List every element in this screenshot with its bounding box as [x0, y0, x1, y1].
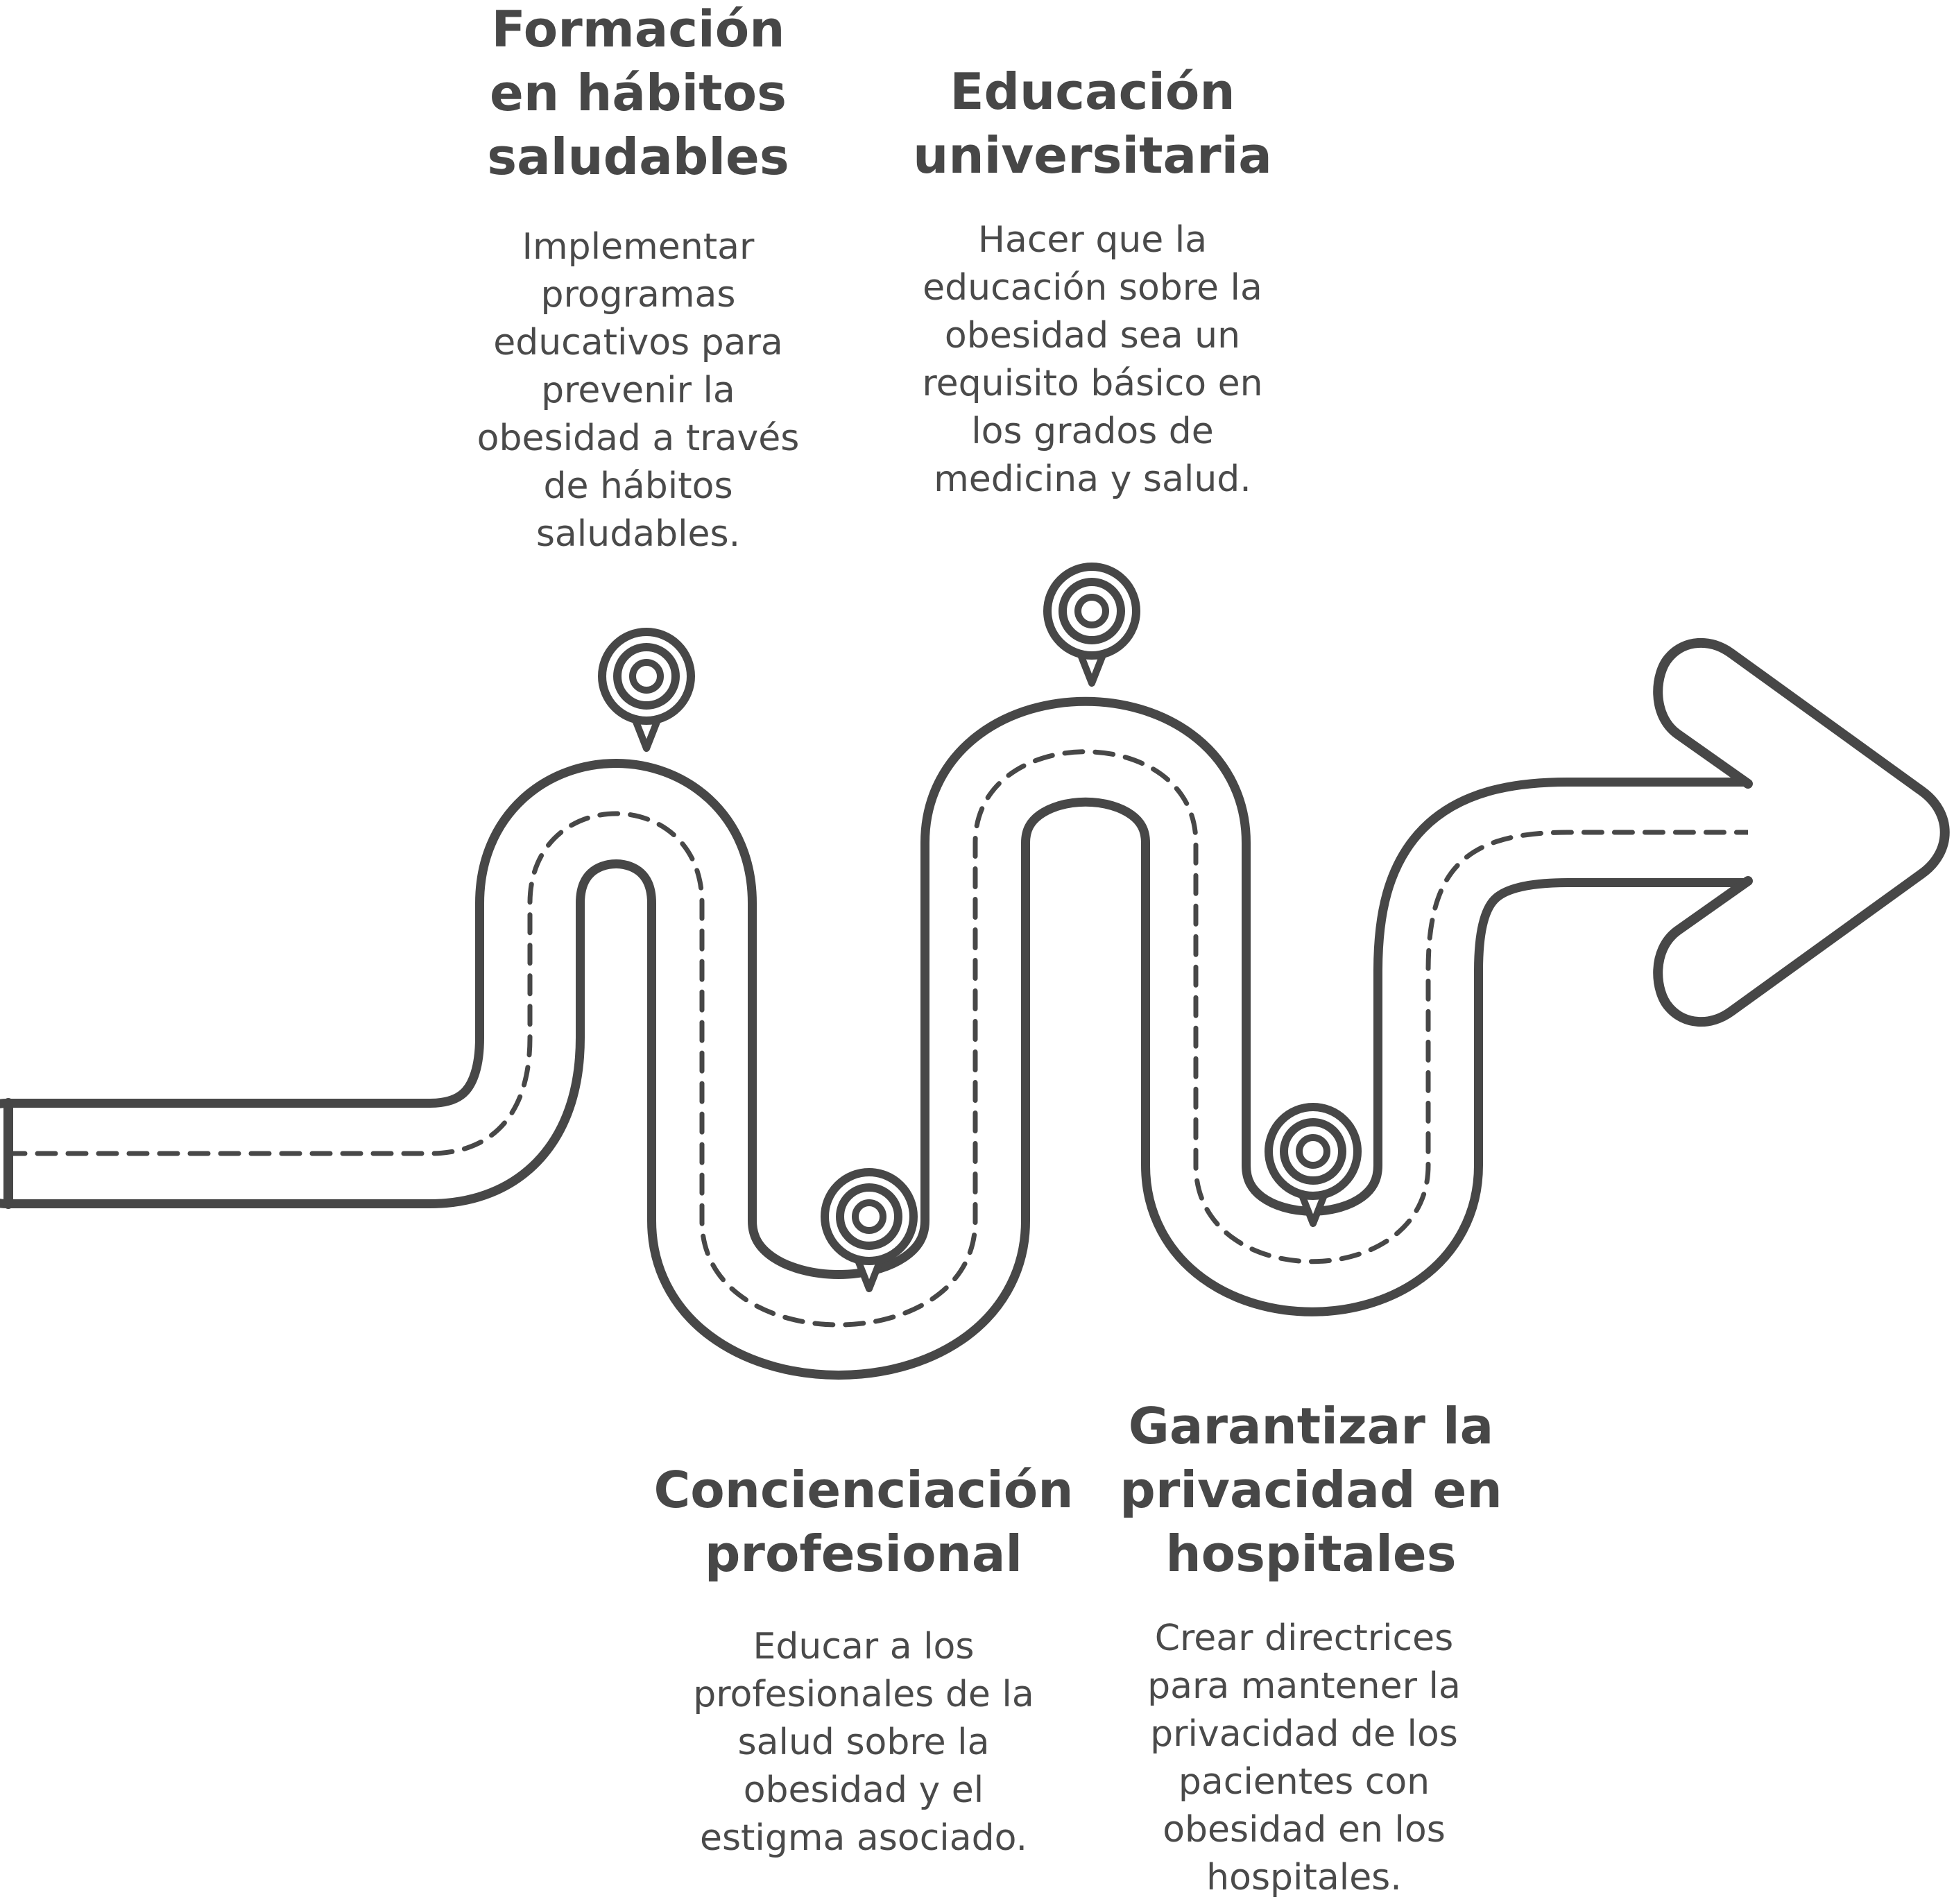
step-3-description: Hacer que la educación sobre la obesidad sea un requisito básico en los grados de medicina y salud. [922, 219, 1263, 500]
step-2-title: Concienciación profesional [653, 1461, 1074, 1583]
step-4-description: Crear directrices para mantener la privacidad de los pacientes con obesidad en los hospitales. [1147, 1618, 1461, 1898]
map-pin-icon [602, 632, 691, 748]
step-1-description: Implementar programas educativos para prevenir la obesidad a través de hábitos saludables. [477, 226, 800, 555]
step-2-description: Educar a los profesionales de la salud sobre la obesidad y el estigma asociado. [693, 1626, 1034, 1859]
step-1-title: Formación en hábitos saludables [487, 0, 789, 186]
step-3-title: Educación universitaria [913, 62, 1272, 185]
step-4-title: Garantizar la privacidad en hospitales [1120, 1397, 1502, 1583]
map-pin-icon [1047, 567, 1136, 683]
